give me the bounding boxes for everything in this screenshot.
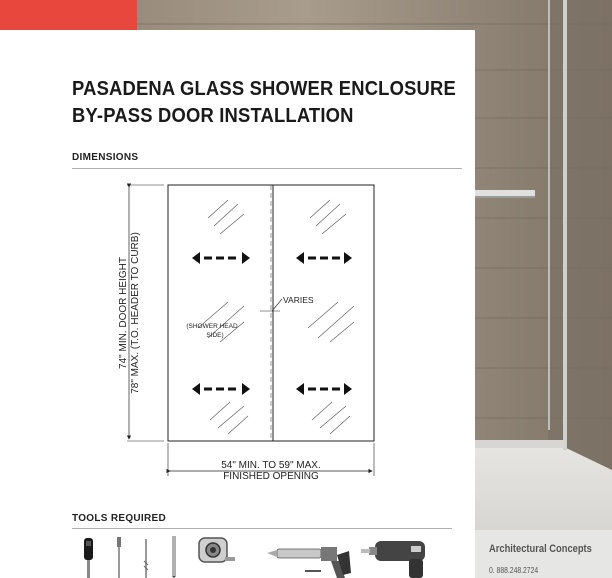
tools-divider — [72, 528, 452, 529]
brand-name: Architectural Concepts — [489, 543, 592, 555]
width-label-line1: 54" MIN. TO 59" MAX. — [221, 460, 321, 471]
slide-arrow-top-left — [192, 252, 250, 264]
glass-hatch-right — [308, 200, 354, 434]
height-label-line1: 74" MIN. DOOR HEIGHT — [118, 257, 129, 369]
title-line-1: PASADENA GLASS SHOWER ENCLOSURE — [72, 78, 456, 100]
dimension-drawing — [110, 178, 390, 490]
slide-arrow-bottom-right — [296, 383, 352, 395]
awl-icon — [117, 537, 121, 578]
varies-label: VARIES — [283, 295, 314, 305]
shower-head-side-line2: SIDE) — [206, 332, 224, 339]
power-drill-icon — [361, 541, 425, 578]
brand-phone: 0. 888.248.2724 — [489, 566, 539, 575]
caulk-gun-icon — [267, 547, 351, 578]
slide-arrow-bottom-left — [192, 383, 250, 395]
shower-head-side-line1: (SHOWER HEAD — [186, 323, 238, 330]
drill-bit-icon — [144, 539, 148, 578]
slide-arrow-top-right — [296, 252, 352, 264]
tools-heading: TOOLS REQUIRED — [72, 513, 167, 524]
screwdriver-icon — [84, 538, 93, 578]
height-label-line2: 78" MAX. (T.O. HEADER TO CURB) — [130, 232, 141, 394]
pencil-icon — [172, 536, 176, 578]
glass-hatch-left — [198, 200, 248, 434]
tools-row — [75, 533, 455, 578]
dimensions-divider — [72, 168, 462, 169]
tape-measure-icon — [199, 538, 235, 562]
page-title — [72, 76, 456, 130]
width-label-line2: FINISHED OPENING — [223, 471, 319, 482]
title-line-2: BY-PASS DOOR INSTALLATION — [72, 105, 354, 127]
accent-tab — [0, 0, 137, 30]
dimensions-heading: DIMENSIONS — [72, 152, 139, 163]
